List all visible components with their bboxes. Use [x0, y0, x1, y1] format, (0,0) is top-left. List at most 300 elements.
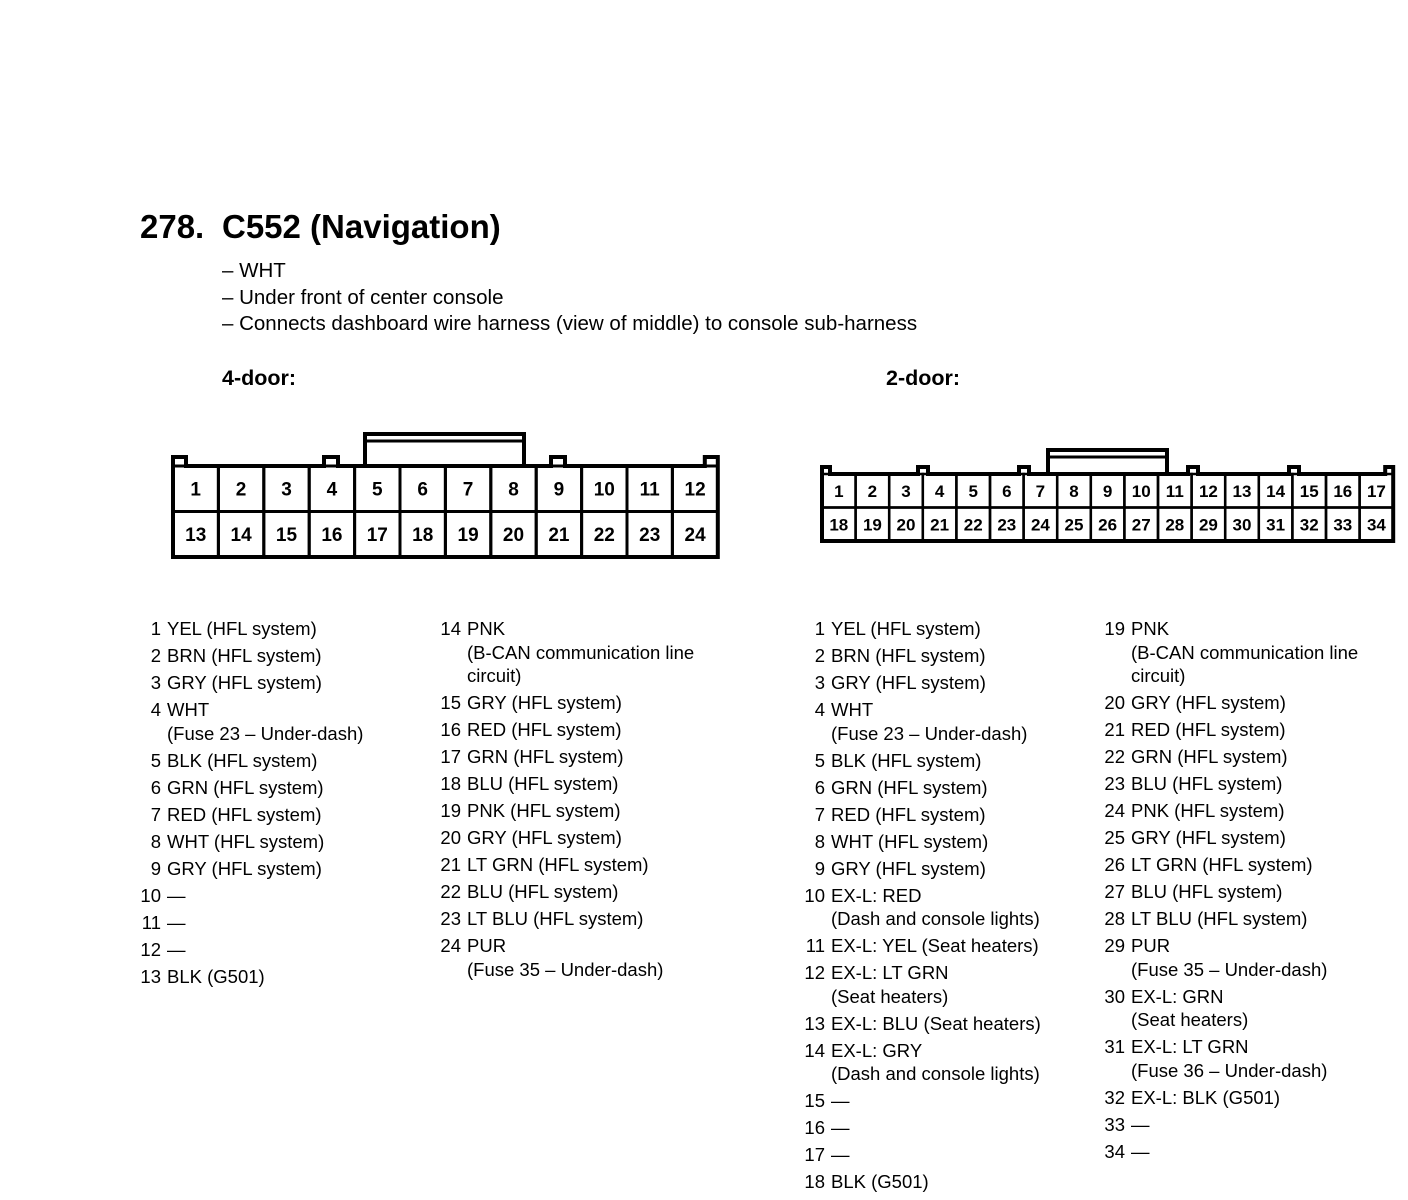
pin-description — [825, 1170, 929, 1194]
pin-entry — [794, 671, 1041, 695]
pin-description-line: RED (HFL system) — [831, 803, 986, 825]
pin-description-line: PUR — [1131, 935, 1171, 956]
pin-description — [161, 884, 186, 908]
pin-number: 8 — [150, 830, 161, 852]
pin-cavity-number: 20 — [896, 515, 916, 535]
pin-description-line: BLU (HFL system) — [1131, 881, 1283, 902]
pin-description — [825, 1143, 850, 1167]
pin-number: 11 — [805, 935, 825, 956]
pin-cavity-number: 29 — [1198, 515, 1218, 535]
pin-description-line: RED (HFL system) — [167, 803, 322, 825]
pin-entry — [1094, 1086, 1358, 1110]
pin-number: 27 — [1104, 881, 1125, 902]
pin-description — [1125, 1086, 1280, 1110]
pin-cavity-number: 5 — [968, 481, 978, 501]
pin-description — [461, 799, 621, 823]
pin-description-line: GRN (HFL system) — [467, 746, 624, 767]
pin-entry — [1094, 745, 1358, 769]
pin-cavity-number: 11 — [1165, 481, 1184, 501]
pin-description — [825, 776, 988, 800]
pin-number: 22 — [1104, 746, 1125, 767]
pin-entry — [130, 803, 363, 827]
pin-number: 23 — [440, 908, 461, 929]
pin-number: 20 — [440, 827, 461, 848]
pin-cavity-number: 19 — [457, 525, 479, 547]
pin-cavity-number: 16 — [1333, 481, 1353, 501]
pin-description-line: EX-L: GRY — [831, 1039, 923, 1061]
pin-description — [1125, 691, 1286, 715]
pin-entry — [130, 857, 363, 881]
pin-description — [825, 803, 986, 827]
pin-entry — [794, 857, 1041, 881]
pin-description-line: (Fuse 35 – Under-dash) — [1131, 958, 1328, 980]
pin-description-line: — — [831, 1144, 850, 1165]
pin-description — [1125, 799, 1285, 823]
pin-entry — [794, 617, 1041, 641]
pin-number: 32 — [1104, 1086, 1125, 1108]
pin-entry — [430, 880, 694, 904]
note-color: – WHT — [222, 259, 286, 282]
pin-description — [161, 938, 186, 962]
pin-number: 24 — [1104, 800, 1125, 821]
pin-cavity-number: 8 — [508, 479, 519, 501]
pin-cavity-number: 2 — [235, 479, 247, 501]
pin-entry — [430, 826, 694, 850]
pin-number: 10 — [804, 884, 825, 906]
pin-cavity-number: 7 — [1035, 481, 1046, 501]
pin-description — [825, 1089, 850, 1113]
pin-number: 13 — [804, 1012, 825, 1034]
pin-description-line: BLK (HFL system) — [167, 749, 318, 771]
pin-description — [1125, 826, 1286, 850]
pin-number: 4 — [150, 699, 161, 720]
pin-entry — [794, 961, 1041, 1008]
pin-description-line: circuit) — [1131, 665, 1186, 686]
pin-number: 7 — [814, 803, 825, 825]
pin-description-line: GRY (HFL system) — [167, 857, 322, 879]
pin-entry — [1094, 691, 1358, 715]
pin-number: 11 — [141, 911, 161, 933]
pin-cavity-number: 11 — [639, 479, 660, 501]
pin-number: 12 — [140, 938, 161, 960]
pin-description-line: PNK (HFL system) — [467, 800, 621, 821]
pin-entry — [1094, 772, 1358, 796]
pin-number: 12 — [804, 962, 825, 983]
pin-description-line: — — [167, 911, 186, 933]
pin-entry — [794, 1089, 1041, 1113]
pin-description — [1125, 1035, 1327, 1082]
pin-description — [825, 884, 1040, 931]
pin-number: 19 — [1104, 618, 1125, 639]
pin-cavity-number: 6 — [1002, 481, 1012, 501]
pin-entry — [430, 745, 694, 769]
pin-description-line: EX-L: RED — [831, 884, 922, 906]
pin-entry — [430, 853, 694, 877]
pin-number: 23 — [1104, 773, 1125, 794]
pin-cavity-number: 22 — [963, 515, 983, 535]
pin-description — [1125, 934, 1327, 981]
pin-description — [461, 880, 618, 904]
pin-number: 16 — [440, 719, 461, 740]
pin-description-line: EX-L: BLU (Seat heaters) — [831, 1012, 1041, 1034]
pin-cavity-number: 19 — [862, 515, 882, 535]
pin-description — [1125, 617, 1358, 688]
pin-entry — [1094, 826, 1358, 850]
pin-entry — [1094, 985, 1358, 1032]
pin-cavity-number: 5 — [372, 479, 383, 501]
pin-entry — [130, 830, 363, 854]
pin-description-line: GRY (HFL system) — [831, 672, 986, 693]
pin-description-line: — — [831, 1090, 850, 1111]
pin-description-line: (Fuse 23 – Under-dash) — [167, 722, 364, 744]
pin-entry — [430, 934, 694, 981]
pin-number: 9 — [814, 857, 825, 879]
pin-entry — [430, 799, 694, 823]
pin-entry — [1094, 617, 1358, 688]
pin-number: 14 — [440, 618, 461, 639]
pin-description — [461, 718, 622, 742]
pin-cavity-number: 14 — [1266, 481, 1286, 501]
pin-description-line: LT GRN (HFL system) — [467, 854, 649, 875]
pin-cavity-number: 17 — [1366, 481, 1386, 501]
pin-description-line: PNK (HFL system) — [1131, 800, 1285, 821]
pin-description-line: — — [167, 938, 186, 960]
pin-entry — [794, 1116, 1041, 1140]
pin-description — [825, 934, 1039, 958]
pin-cavity-number: 12 — [1198, 481, 1218, 501]
pin-number: 25 — [1104, 827, 1125, 848]
pin-description — [1125, 1140, 1150, 1164]
pin-cavity-number: 13 — [1232, 481, 1252, 501]
pin-description-line: (B-CAN communication line — [1131, 641, 1359, 663]
pin-cavity-number: 3 — [281, 479, 292, 501]
pin-cavity-number: 23 — [997, 515, 1017, 535]
pin-description — [161, 803, 322, 827]
two-door-label: 2-door: — [886, 366, 961, 390]
pin-description-line: — — [1131, 1113, 1150, 1135]
pin-description-line: (Fuse 36 – Under-dash) — [1131, 1059, 1328, 1081]
pin-description-line: YEL (HFL system) — [167, 618, 317, 639]
pin-entry — [794, 1170, 1041, 1194]
pin-cavity-number: 13 — [185, 525, 207, 547]
pin-description-line: BLK (HFL system) — [831, 749, 982, 771]
pin-cavity-number: 15 — [275, 525, 298, 547]
pin-cavity-number: 21 — [548, 525, 570, 547]
pin-description — [461, 934, 663, 981]
pin-entry — [130, 965, 363, 989]
pin-number: 16 — [804, 1117, 825, 1138]
pin-cavity-number: 32 — [1299, 515, 1319, 535]
pin-description-line: GRY (HFL system) — [467, 692, 622, 713]
pin-description-line: (B-CAN communication line — [467, 641, 695, 663]
pin-entry — [794, 776, 1041, 800]
pin-entry — [794, 749, 1041, 773]
pin-entry — [794, 884, 1041, 931]
pin-entry — [794, 830, 1041, 854]
pin-number: 6 — [814, 776, 825, 798]
pin-cavity-number: 2 — [867, 481, 878, 501]
connector-lock-tab — [365, 434, 524, 466]
pin-number: 8 — [814, 830, 825, 852]
pin-description-line: LT BLU (HFL system) — [467, 908, 644, 929]
pin-number: 18 — [440, 773, 461, 794]
pin-description — [461, 772, 618, 796]
pin-entry — [130, 749, 363, 773]
pin-description-line: WHT — [167, 699, 210, 720]
pin-description-line: BLU (HFL system) — [1131, 773, 1283, 794]
pin-number: 7 — [150, 803, 161, 825]
pin-description — [161, 911, 186, 935]
pin-description-line: RED (HFL system) — [467, 719, 622, 740]
pin-description — [825, 857, 986, 881]
pin-description — [161, 830, 324, 854]
pin-number: 5 — [150, 749, 161, 771]
pin-description-line: (Dash and console lights) — [831, 908, 1040, 929]
pin-number: 4 — [814, 699, 825, 720]
pin-cavity-number: 22 — [593, 525, 615, 547]
note-location: – Under front of center console — [222, 285, 504, 309]
pin-entry — [130, 617, 363, 641]
pin-entry — [130, 938, 363, 962]
pin-description — [825, 644, 986, 668]
pin-cavity-number: 10 — [593, 479, 615, 501]
pin-cavity-number: 20 — [502, 525, 525, 547]
pin-number: 19 — [440, 800, 461, 821]
pin-cavity-number: 9 — [1102, 481, 1113, 501]
pin-description — [161, 857, 322, 881]
pin-entry — [130, 671, 363, 695]
pin-entry — [794, 644, 1041, 668]
pin-description — [161, 671, 322, 695]
pin-description — [461, 853, 649, 877]
pin-entry — [430, 718, 694, 742]
pin-entry — [1094, 1035, 1358, 1082]
pin-cavity-number: 25 — [1064, 515, 1084, 535]
pin-description — [161, 698, 363, 745]
pin-number: 20 — [1104, 692, 1125, 713]
connector-lock-tab — [1048, 450, 1167, 474]
pin-number: 31 — [1104, 1036, 1125, 1057]
pin-cavity-number: 10 — [1131, 481, 1151, 501]
pin-cavity-number: 12 — [684, 479, 706, 501]
pin-entry — [1094, 799, 1358, 823]
pin-number: 3 — [150, 672, 161, 693]
pin-description — [161, 776, 324, 800]
pin-description — [825, 617, 981, 641]
note-connection: – Connects dashboard wire harness (view of middle) to console sub-harness — [222, 312, 918, 335]
pin-description-line: BLK (G501) — [167, 965, 265, 987]
pin-cavity-number: 7 — [462, 479, 474, 501]
pin-entry — [794, 934, 1041, 958]
pin-description — [825, 961, 949, 1008]
pin-description — [1125, 853, 1313, 877]
pin-description-line: WHT (HFL system) — [167, 830, 325, 852]
pin-description-line: — — [167, 884, 186, 906]
pin-description-line: WHT (HFL system) — [831, 830, 989, 852]
pin-description-line: BRN (HFL system) — [831, 645, 986, 666]
pin-number: 1 — [814, 618, 825, 639]
pin-description — [1125, 772, 1282, 796]
pin-description-line: PNK — [467, 618, 506, 639]
pin-description — [1125, 718, 1286, 742]
pin-number: 26 — [1104, 854, 1125, 875]
pin-cavity-number: 15 — [1299, 481, 1319, 501]
pin-number: 1 — [150, 618, 161, 639]
pin-description-line: EX-L: GRN — [1131, 985, 1224, 1007]
two-door-pin-list-2 — [1094, 617, 1358, 1167]
pin-number: 30 — [1104, 985, 1125, 1007]
pin-description — [1125, 985, 1248, 1032]
pin-number: 10 — [140, 884, 161, 906]
pin-entry — [1094, 880, 1358, 904]
pin-description-line: BLU (HFL system) — [467, 773, 619, 794]
pin-entry — [130, 911, 363, 935]
pin-description — [1125, 745, 1288, 769]
pin-cavity-number: 17 — [366, 525, 388, 547]
pin-description — [825, 749, 981, 773]
four-door-pin-list-1 — [130, 617, 363, 992]
pin-description-line: EX-L: YEL (Seat heaters) — [831, 935, 1039, 956]
pin-entry — [1094, 907, 1358, 931]
pin-number: 15 — [804, 1090, 825, 1111]
connector-name: C552 (Navigation) — [222, 208, 501, 245]
pin-entry — [130, 698, 363, 745]
pin-description-line: EX-L: BLK (G501) — [1131, 1086, 1281, 1108]
pin-entry — [1094, 1140, 1358, 1164]
pin-description — [825, 1116, 850, 1140]
pin-entry — [1094, 1113, 1358, 1137]
pin-description-line: EX-L: LT GRN — [1131, 1036, 1249, 1057]
pin-cavity-number: 9 — [553, 479, 565, 501]
pin-number: 33 — [1104, 1113, 1125, 1135]
pin-description-line: BRN (HFL system) — [167, 645, 322, 666]
pin-cavity-number: 27 — [1131, 515, 1151, 535]
four-door-connector-face — [173, 434, 718, 557]
pin-number: 9 — [150, 857, 161, 879]
pin-description-line: YEL (HFL system) — [831, 618, 981, 639]
pin-cavity-number: 4 — [326, 479, 338, 501]
pin-cavity-number: 1 — [190, 479, 201, 501]
pin-description-line: WHT — [831, 699, 874, 720]
pin-number: 17 — [440, 746, 461, 767]
pin-description — [1125, 907, 1307, 931]
pin-number: 21 — [440, 854, 461, 875]
pin-number: 34 — [1104, 1140, 1125, 1162]
pin-number: 15 — [440, 692, 461, 713]
pin-cavity-number: 31 — [1266, 515, 1286, 535]
pin-entry — [1094, 934, 1358, 981]
pin-cavity-number: 18 — [829, 515, 849, 535]
pin-description — [161, 749, 317, 773]
pin-description-line: GRY (HFL system) — [467, 827, 622, 848]
pin-description-line: GRY (HFL system) — [1131, 692, 1286, 713]
pin-entry — [1094, 718, 1358, 742]
pin-number: 22 — [440, 881, 461, 902]
pin-cavity-number: 1 — [834, 481, 844, 501]
pin-description-line: LT BLU (HFL system) — [1131, 908, 1308, 929]
pin-number: 6 — [150, 776, 161, 798]
pin-description-line: EX-L: LT GRN — [831, 962, 949, 983]
pin-number: 28 — [1104, 908, 1125, 929]
pin-description-line: (Seat heaters) — [1131, 1009, 1249, 1030]
pin-cavity-number: 6 — [417, 479, 428, 501]
pin-cavity-number: 8 — [1069, 481, 1079, 501]
pin-cavity-number: 24 — [1030, 515, 1050, 535]
pin-cavity-number: 26 — [1098, 515, 1118, 535]
pin-cavity-number: 30 — [1232, 515, 1252, 535]
pin-description-line: — — [831, 1117, 850, 1138]
pin-description — [825, 1012, 1041, 1036]
pin-description-line: circuit) — [467, 665, 522, 686]
pin-number: 2 — [150, 645, 161, 666]
pin-entry — [794, 1012, 1041, 1036]
pin-description-line: PNK — [1131, 618, 1170, 639]
pin-description-line: BLK (G501) — [831, 1171, 929, 1192]
pin-description — [461, 745, 624, 769]
pin-description-line: LT GRN (HFL system) — [1131, 854, 1313, 875]
pin-cavity-number: 23 — [639, 525, 661, 547]
pin-cavity-number: 14 — [230, 525, 252, 547]
pin-number: 5 — [814, 749, 825, 771]
two-door-connector-face — [822, 450, 1393, 541]
connector-number: 278. — [140, 208, 205, 245]
pin-cavity-number: 16 — [321, 525, 343, 547]
pin-entry — [430, 907, 694, 931]
pin-description — [825, 671, 986, 695]
pin-entry — [794, 803, 1041, 827]
pin-description-line: GRY (HFL system) — [1131, 827, 1286, 848]
pin-cavity-number: 4 — [934, 481, 945, 501]
pin-entry — [794, 1039, 1041, 1086]
pin-entry — [794, 698, 1041, 745]
pin-description — [161, 644, 322, 668]
pin-cavity-number: 34 — [1366, 515, 1386, 535]
pin-number: 18 — [804, 1171, 825, 1192]
pin-entry — [130, 776, 363, 800]
pin-description — [161, 965, 265, 989]
pin-description — [1125, 1113, 1150, 1137]
four-door-pin-list-2 — [430, 617, 694, 985]
pin-entry — [430, 617, 694, 688]
pin-cavity-number: 3 — [901, 481, 911, 501]
pin-entry — [794, 1143, 1041, 1167]
pin-number: 17 — [804, 1144, 825, 1165]
pin-entry — [130, 644, 363, 668]
pin-cavity-number: 21 — [930, 515, 950, 535]
pin-number: 21 — [1104, 719, 1125, 740]
pin-description-line: GRN (HFL system) — [831, 776, 988, 798]
pin-number: 3 — [814, 672, 825, 693]
pin-description-line: GRY (HFL system) — [167, 672, 322, 693]
four-door-label: 4-door: — [222, 366, 297, 390]
pin-number: 14 — [804, 1039, 825, 1061]
pin-cavity-number: 33 — [1333, 515, 1353, 535]
pin-number: 13 — [140, 965, 161, 987]
pin-description-line: (Fuse 35 – Under-dash) — [467, 958, 664, 980]
pin-description-line: — — [1131, 1140, 1150, 1162]
pin-description-line: BLU (HFL system) — [467, 881, 619, 902]
pin-entry — [130, 884, 363, 908]
pin-description-line: GRN (HFL system) — [1131, 746, 1288, 767]
pin-description-line: RED (HFL system) — [1131, 719, 1286, 740]
pin-description — [825, 1039, 1040, 1086]
pin-entry — [430, 772, 694, 796]
pin-entry — [430, 691, 694, 715]
pin-description-line: PUR — [467, 935, 507, 956]
pin-description-line: GRN (HFL system) — [167, 776, 324, 798]
pin-cavity-number: 18 — [412, 525, 434, 547]
pin-cavity-number: 24 — [684, 525, 706, 547]
